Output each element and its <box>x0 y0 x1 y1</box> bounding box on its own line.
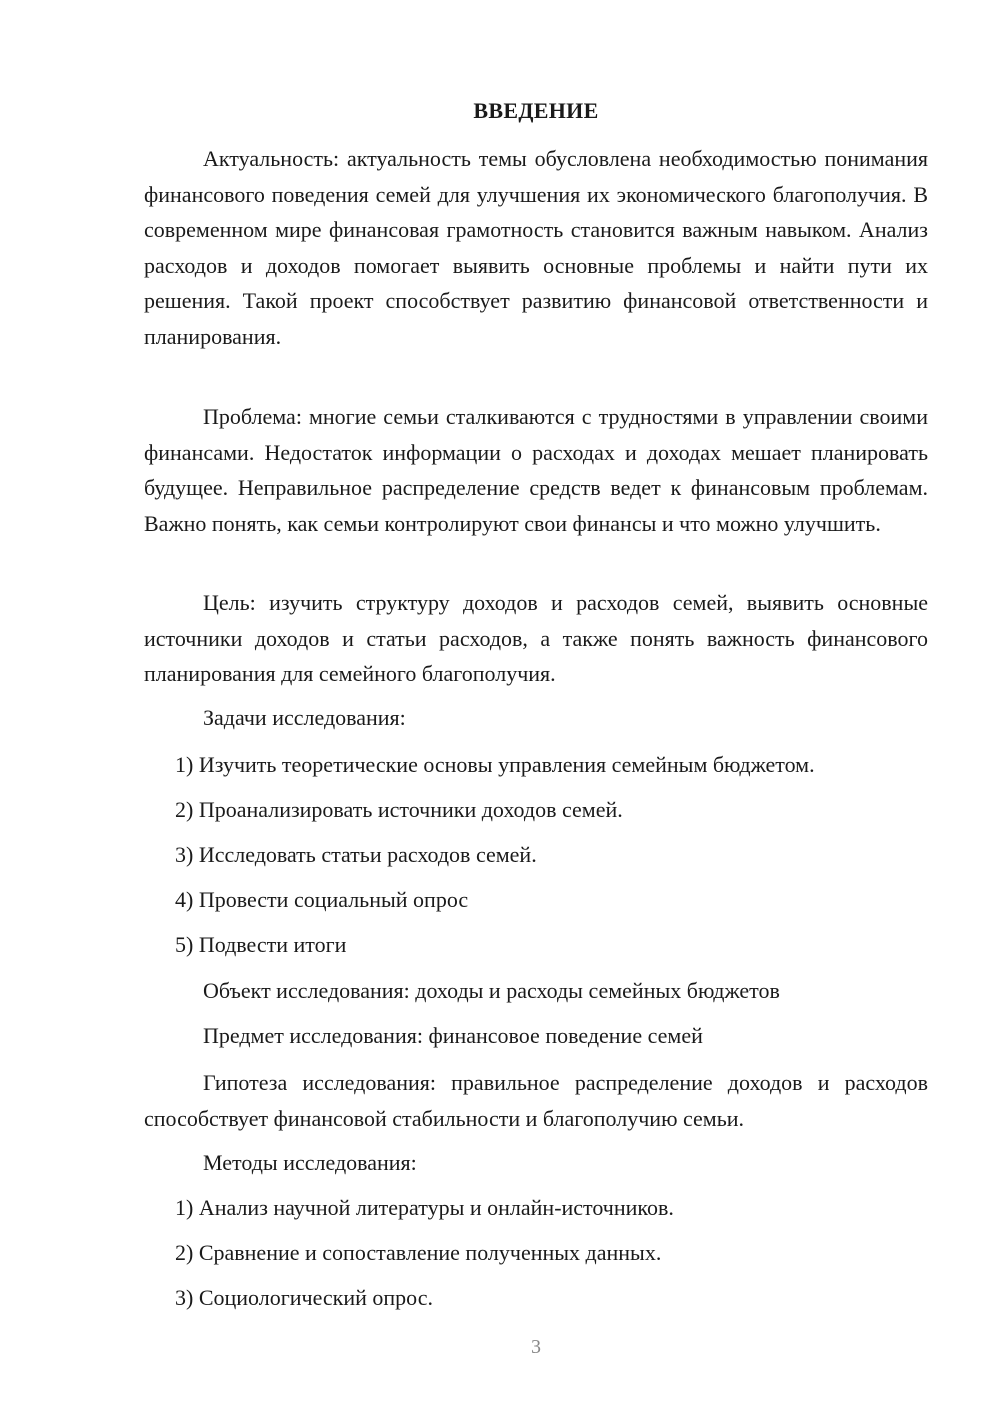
object-line: Объект исследования: доходы и расходы семейных бюджетов <box>203 978 780 1003</box>
task-item: 3) Исследовать статьи расходов семей. <box>175 842 537 867</box>
problem-paragraph: Проблема: многие семьи сталкиваются с трудностями в управлении своими финансами. Недостаток информации о расходах и доходах мешает планировать будущее. Неправильное распределение средств ведет к финансовым проблемам. Важно понять, как семьи контролируют свои финансы и что можно улучшить. <box>144 404 928 536</box>
hypothesis-paragraph: Гипотеза исследования: правильное распределение доходов и расходов способствует финансовой стабильности и благополучию семьи. <box>144 1070 928 1131</box>
document-page <box>144 0 928 1414</box>
method-item: 3) Социологический опрос. <box>175 1285 433 1310</box>
page-number: 3 <box>531 1336 541 1358</box>
methods-label: Методы исследования: <box>203 1150 417 1175</box>
relevance-paragraph: Актуальность: актуальность темы обусловлена необходимостью понимания финансового поведения семей для улучшения их экономического благополучия. В современном мире финансовая грамотность становится важным навыком. Анализ расходов и доходов помогает выявить основные проблемы и найти пути их решения. Такой проект способствует развитию финансовой ответственности и планирования. <box>144 146 928 349</box>
method-item: 1) Анализ научной литературы и онлайн-источников. <box>175 1195 674 1220</box>
task-item: 1) Изучить теоретические основы управления семейным бюджетом. <box>175 752 815 777</box>
page-title: ВВЕДЕНИЕ <box>473 98 599 123</box>
task-item: 5) Подвести итоги <box>175 932 347 957</box>
task-item: 4) Провести социальный опрос <box>175 887 469 912</box>
subject-line: Предмет исследования: финансовое поведение семей <box>203 1023 703 1048</box>
goal-paragraph: Цель: изучить структуру доходов и расходов семей, выявить основные источники доходов и статьи расходов, а также понять важность финансового планирования для семейного благополучия. <box>144 590 928 686</box>
tasks-label: Задачи исследования: <box>203 705 406 730</box>
method-item: 2) Сравнение и сопоставление полученных данных. <box>175 1240 662 1265</box>
task-item: 2) Проанализировать источники доходов семей. <box>175 797 623 822</box>
